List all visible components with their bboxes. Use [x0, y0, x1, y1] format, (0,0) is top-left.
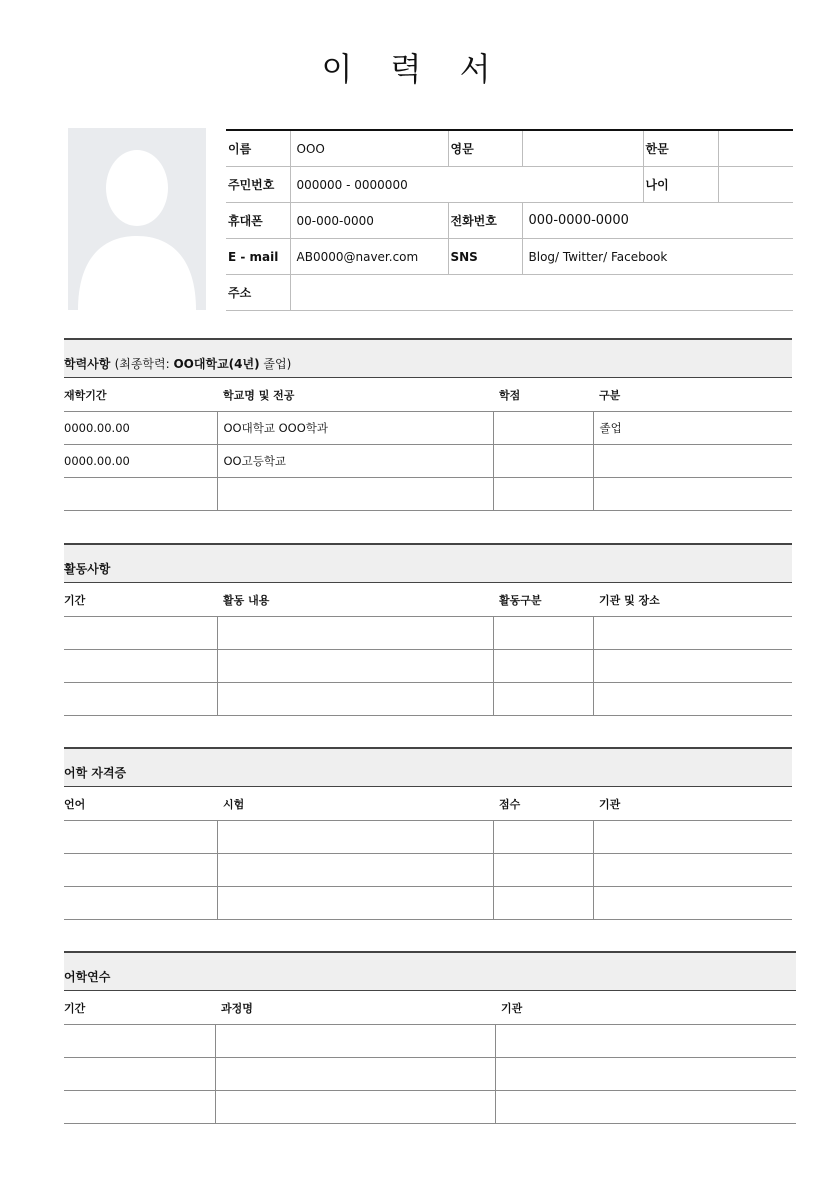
table-cell[interactable]: 졸업	[593, 412, 792, 445]
language-training-header	[64, 951, 796, 991]
education-title: 학력사항	[64, 357, 111, 371]
education-header	[64, 338, 792, 378]
age-label: 나이	[643, 167, 718, 203]
education-section	[64, 338, 792, 511]
column-header: 기관	[593, 787, 792, 821]
table-cell[interactable]	[593, 650, 792, 683]
table-header-row	[64, 583, 792, 617]
education-sub-prefix: (최종학력:	[114, 357, 174, 371]
table-row	[64, 1058, 796, 1091]
table-cell[interactable]	[64, 821, 217, 854]
table-cell[interactable]: OO고등학교	[217, 445, 493, 478]
table-cell[interactable]	[215, 1091, 495, 1124]
name-label: 이름	[226, 130, 290, 167]
column-header: 과정명	[215, 991, 495, 1025]
info-row-rrn	[226, 167, 793, 203]
activities-title: 활동사항	[64, 562, 111, 576]
email-value[interactable]: AB0000@naver.com	[290, 239, 448, 275]
table-cell[interactable]	[493, 821, 593, 854]
certifications-section	[64, 747, 792, 920]
hanja-name-label: 한문	[643, 130, 718, 167]
table-cell[interactable]	[495, 1025, 796, 1058]
table-header-row	[64, 787, 792, 821]
personal-info-table	[226, 129, 793, 311]
table-header-row	[64, 991, 796, 1025]
email-label: E - mail	[226, 239, 290, 275]
column-header: 구분	[593, 378, 792, 412]
column-header: 언어	[64, 787, 217, 821]
rrn-label: 주민번호	[226, 167, 290, 203]
column-header: 활동 내용	[217, 583, 493, 617]
english-name-value[interactable]	[522, 130, 643, 167]
table-row	[64, 683, 792, 716]
sns-label: SNS	[448, 239, 522, 275]
column-header: 기관	[495, 991, 796, 1025]
table-cell[interactable]: 0000.00.00	[64, 412, 217, 445]
table-cell[interactable]	[593, 821, 792, 854]
education-table	[64, 378, 792, 511]
table-cell[interactable]	[64, 617, 217, 650]
table-cell[interactable]	[215, 1025, 495, 1058]
table-row	[64, 887, 792, 920]
mobile-label: 휴대폰	[226, 203, 290, 239]
table-cell[interactable]	[64, 1091, 215, 1124]
certifications-title: 어학 자격증	[64, 766, 127, 780]
table-cell[interactable]	[493, 683, 593, 716]
table-cell[interactable]	[64, 683, 217, 716]
table-cell[interactable]	[217, 854, 493, 887]
table-cell[interactable]	[495, 1058, 796, 1091]
table-cell[interactable]	[64, 1058, 215, 1091]
table-cell[interactable]	[217, 650, 493, 683]
table-row	[64, 1091, 796, 1124]
table-row	[64, 445, 792, 478]
column-header: 학점	[493, 378, 593, 412]
activities-header	[64, 543, 792, 583]
table-cell[interactable]	[493, 854, 593, 887]
person-silhouette-icon	[68, 128, 206, 310]
table-cell[interactable]	[493, 887, 593, 920]
table-row	[64, 854, 792, 887]
table-cell[interactable]	[593, 617, 792, 650]
table-cell[interactable]	[493, 617, 593, 650]
table-row	[64, 617, 792, 650]
page-title: 이 력 서	[321, 50, 505, 88]
table-row	[64, 821, 792, 854]
education-sub-school: OO대학교(4년)	[173, 357, 260, 371]
table-cell[interactable]	[593, 445, 792, 478]
hanja-name-value[interactable]	[718, 130, 793, 167]
table-cell[interactable]	[493, 650, 593, 683]
table-cell[interactable]	[64, 1025, 215, 1058]
column-header: 기간	[64, 991, 215, 1025]
certifications-table	[64, 787, 792, 920]
table-cell[interactable]	[64, 650, 217, 683]
column-header: 학교명 및 전공	[217, 378, 493, 412]
table-cell[interactable]	[493, 412, 593, 445]
address-label: 주소	[226, 275, 290, 311]
column-header: 재학기간	[64, 378, 217, 412]
phone-value[interactable]: 000-0000-0000	[522, 203, 793, 239]
table-cell[interactable]	[217, 617, 493, 650]
age-value[interactable]	[718, 167, 793, 203]
table-row	[64, 650, 792, 683]
table-row	[64, 478, 792, 511]
language-training-section	[64, 951, 796, 1124]
table-cell[interactable]	[493, 445, 593, 478]
sns-value[interactable]: Blog/ Twitter/ Facebook	[522, 239, 793, 275]
activities-table	[64, 583, 792, 716]
profile-photo-placeholder[interactable]	[68, 128, 206, 310]
phone-label: 전화번호	[448, 203, 522, 239]
table-cell[interactable]	[217, 683, 493, 716]
table-cell[interactable]	[593, 887, 792, 920]
table-cell[interactable]	[64, 887, 217, 920]
education-sub-suffix: 졸업)	[259, 357, 292, 371]
table-cell[interactable]	[593, 478, 792, 511]
table-cell[interactable]	[495, 1091, 796, 1124]
table-cell[interactable]: OO대학교 OOO학과	[217, 412, 493, 445]
mobile-value[interactable]: 00-000-0000	[290, 203, 448, 239]
table-cell[interactable]	[64, 478, 217, 511]
info-row-phone	[226, 203, 793, 239]
table-cell[interactable]	[217, 887, 493, 920]
table-header-row	[64, 378, 792, 412]
table-cell[interactable]	[593, 854, 792, 887]
language-training-title: 어학연수	[64, 970, 111, 984]
info-row-address	[226, 275, 793, 311]
address-value[interactable]	[290, 275, 793, 311]
table-cell[interactable]	[493, 478, 593, 511]
column-header: 활동구분	[493, 583, 593, 617]
activities-section	[64, 543, 792, 716]
table-cell[interactable]	[593, 683, 792, 716]
column-header: 점수	[493, 787, 593, 821]
table-cell[interactable]	[215, 1058, 495, 1091]
table-cell[interactable]	[217, 821, 493, 854]
table-cell[interactable]: 0000.00.00	[64, 445, 217, 478]
info-row-name	[226, 130, 793, 167]
table-cell[interactable]	[64, 854, 217, 887]
column-header: 기관 및 장소	[593, 583, 792, 617]
english-name-label: 영문	[448, 130, 522, 167]
info-row-email	[226, 239, 793, 275]
language-training-table	[64, 991, 796, 1124]
table-row	[64, 412, 792, 445]
table-row	[64, 1025, 796, 1058]
name-value[interactable]: OOO	[290, 130, 448, 167]
column-header: 기간	[64, 583, 217, 617]
table-cell[interactable]	[217, 478, 493, 511]
rrn-value[interactable]: 000000 - 0000000	[290, 167, 643, 203]
column-header: 시험	[217, 787, 493, 821]
certifications-header	[64, 747, 792, 787]
